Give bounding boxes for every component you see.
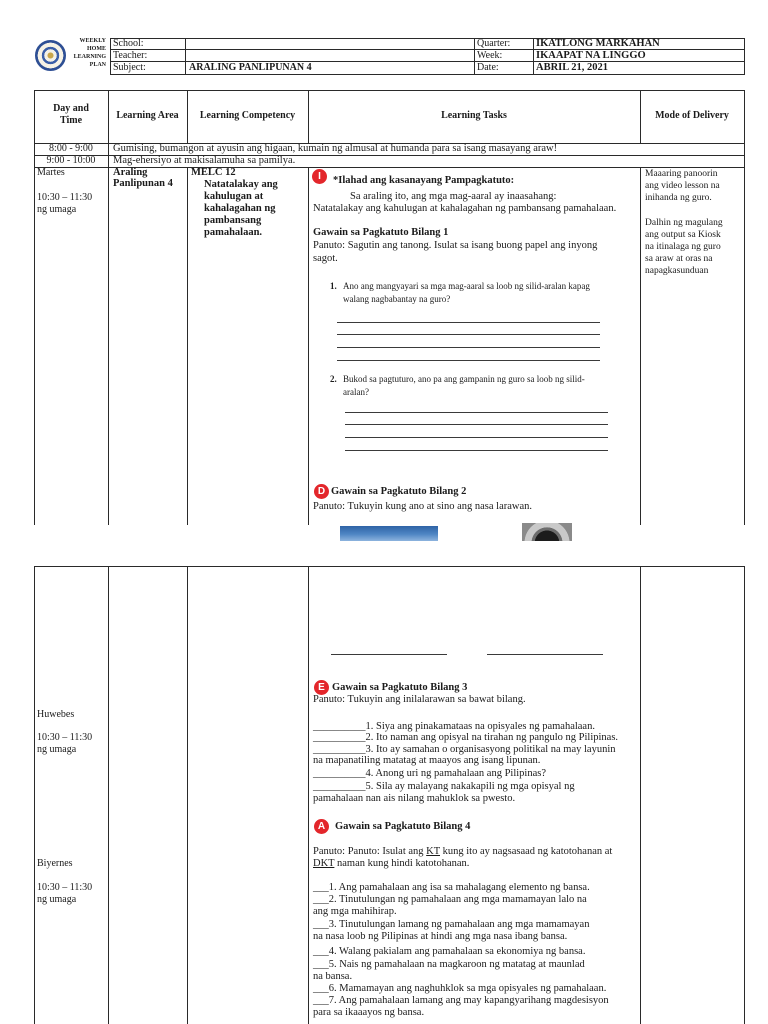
activity-4-item: ___1. Ang pamahalaan ang isa sa mahalagang elemento ng bansa. [313, 882, 590, 893]
week-value: IKAAPAT NA LINGGO [536, 50, 646, 61]
table-border-v [185, 38, 186, 75]
session-day: Huwebes [37, 709, 75, 720]
answer-line [487, 654, 603, 655]
learning-area-text: Araling [113, 167, 148, 178]
activity-4-item: na nasa loob ng Pilipinas at hindi ang mga nasa ibang bansa. [313, 931, 568, 942]
routine-time: 9:00 - 10:00 [46, 155, 96, 166]
question-number: 2. [330, 374, 337, 384]
column-header-learning-tasks: Learning Tasks [441, 110, 507, 121]
introduction-i-icon: I [312, 169, 327, 184]
activity-3-item: __________3. Ito ay samahan o organisasyong politikal na may layunin [313, 744, 616, 755]
table-border-v [187, 566, 188, 1024]
table-border-v [308, 167, 309, 525]
column-header-learning-area: Learning Area [116, 110, 179, 121]
answer-line [331, 654, 447, 655]
mode-of-delivery-text: sa araw at oras na [645, 254, 713, 264]
quarter-label: Quarter: [477, 38, 511, 49]
table-border-v [744, 566, 745, 1024]
table-border-v [34, 566, 35, 1024]
instruction-text: Panuto: Panuto: Isulat ang [313, 846, 427, 857]
session-time: ng umaga [37, 744, 77, 755]
activity-3-instructions: Panuto: Tukuyin ang inilalarawan sa bawat bilang. [313, 694, 526, 705]
activity-2-picture-right [522, 523, 572, 541]
caption-line: PLAN [89, 62, 106, 68]
question-text: aralan? [343, 387, 369, 397]
caption-line: WEEKLY [79, 38, 106, 44]
answer-line [345, 437, 608, 438]
development-d-icon: D [314, 484, 329, 499]
date-label: Date: [477, 62, 499, 73]
activity-1-title: Gawain sa Pagkatuto Bilang 1 [313, 227, 449, 238]
table-border-h [34, 566, 745, 567]
routine-time: 8:00 - 9:00 [49, 143, 93, 154]
activity-4-item: ___7. Ang pamahalaan lamang ang may kapangyarihang magdesisyon [313, 995, 609, 1006]
column-header-learning-competency: Learning Competency [199, 110, 296, 121]
table-border-v [744, 90, 745, 525]
table-border-v [308, 566, 309, 1024]
competency-text: Natatalakay ang [204, 179, 278, 190]
routine-activity: Mag-ehersiyo at makisalamuha sa pamilya. [113, 155, 296, 166]
activity-3-item: na mapanatiling matatag at maayos ang isang lipunan. [313, 755, 541, 766]
mode-of-delivery-text: Dalhin ng magulang [645, 218, 723, 228]
competency-text: pambansang [204, 215, 262, 226]
quarter-value: IKATLONG MARKAHAN [536, 38, 660, 49]
activity-1-instructions: sagot. [313, 253, 338, 264]
table-border-v [640, 566, 641, 1024]
activity-2-title: Gawain sa Pagkatuto Bilang 2 [331, 486, 467, 497]
activity-4-item: na bansa. [313, 971, 353, 982]
engagement-e-icon: E [314, 680, 329, 695]
mode-of-delivery-text: inihanda ng guro. [645, 193, 712, 203]
date-value: ABRIL 21, 2021 [536, 62, 609, 73]
session-time: ng umaga [37, 204, 77, 215]
activity-4-instructions [313, 858, 469, 870]
answer-line [345, 450, 608, 451]
table-border-v [744, 38, 745, 75]
activity-4-instructions [313, 846, 612, 858]
table-border-v [187, 167, 188, 525]
activity-3-item: pamahalaan nan ais nilang mahuklok sa pwesto. [313, 793, 516, 804]
activity-4-item: para sa ikaaayos ng bansa. [313, 1007, 425, 1018]
instruction-text: kung ito ay nagsasaad ng katotohanan at [439, 846, 613, 857]
question-text: walang nagbabantay na guro? [343, 294, 451, 304]
competency-text: pamahalaan. [204, 227, 263, 238]
session-day: Martes [37, 167, 65, 178]
mode-of-delivery-text: ang output sa Kiosk [645, 230, 721, 240]
learning-area-text: Panlipunan 4 [113, 178, 173, 189]
plan-title-caption [62, 37, 106, 69]
activity-1-instructions: Panuto: Sagutin ang tanong. Isulat sa isang buong papel ang inyong [313, 240, 598, 251]
session-time: 10:30 – 11:30 [37, 192, 93, 203]
caption-line: HOME [87, 46, 106, 52]
mode-of-delivery-text: Maaaring panoorin [645, 169, 718, 179]
answer-line [345, 424, 608, 425]
mode-of-delivery-text: ang video lesson na [645, 181, 720, 191]
table-border-v [474, 38, 475, 75]
caption-line: LEARNING [73, 54, 106, 60]
activity-4-item: ___4. Walang pakialam ang pamahalaan sa ekonomiya ng bansa. [313, 946, 586, 957]
kt-keyword: KT [426, 846, 440, 857]
activity-4-item: ___5. Nais ng pamahalaan na magkaroon ng matatag at maunlad [313, 959, 585, 970]
table-border-v [110, 38, 111, 75]
intro-text: Natatalakay ang kahulugan at kahalagahan ng pambansang pamahalaan. [313, 203, 617, 214]
mode-of-delivery-text: napagkasunduan [645, 266, 709, 276]
activity-2-instructions: Panuto: Tukuyin kung ano at sino ang nasa larawan. [313, 501, 533, 512]
competency-code: MELC 12 [191, 167, 236, 178]
table-border-h [34, 90, 745, 91]
school-label: School: [113, 38, 144, 49]
subject-value: ARALING PANLIPUNAN 4 [189, 62, 312, 73]
session-time: ng umaga [37, 894, 77, 905]
week-label: Week: [477, 50, 503, 61]
answer-line [337, 347, 600, 348]
competency-text: kahalagahan ng [204, 203, 276, 214]
instruction-text: naman kung hindi katotohanan. [334, 858, 470, 869]
intro-text: Sa araling ito, ang mga mag-aaral ay inaasahang: [350, 191, 557, 202]
question-text: Ano ang mangyayari sa mga mag-aaral sa loob ng silid-aralan kapag [343, 281, 590, 291]
activity-4-title: Gawain sa Pagkatuto Bilang 4 [335, 821, 471, 832]
answer-line [337, 360, 600, 361]
answer-line [345, 412, 608, 413]
activity-3-item: __________1. Siya ang pinakamataas na opisyales ng pamahalaan. [313, 721, 595, 732]
subject-label: Subject: [113, 62, 146, 73]
table-border-v [640, 167, 641, 525]
dkt-keyword: DKT [313, 858, 335, 869]
table-border-v [108, 566, 109, 1024]
question-number: 1. [330, 281, 337, 291]
table-border-h [110, 74, 745, 75]
routine-activity: Gumising, bumangon at ayusin ang higaan, kumain ng almusal at humanda para sa isang masayang araw! [113, 143, 558, 154]
activity-2-picture-left [340, 526, 438, 541]
activity-4-item: ___6. Mamamayan ang naghuhklok sa mga opisyales ng pamahalaan. [313, 983, 607, 994]
column-header-mode-of-delivery: Mode of Delivery [655, 110, 729, 121]
table-border-v [533, 38, 534, 75]
session-time: 10:30 – 11:30 [37, 732, 93, 743]
session-time: 10:30 – 11:30 [37, 882, 93, 893]
column-header-day-time: Day and Time [53, 103, 89, 126]
activity-3-item: __________4. Anong uri ng pamahalaan ang Pilipinas? [313, 768, 547, 779]
activity-3-item: __________5. Sila ay malayang nakakapili ng mga opisyal ng [313, 781, 575, 792]
assimilation-a-icon: A [314, 819, 329, 834]
answer-line [337, 334, 600, 335]
activity-4-item: ___2. Tinutulungan ng pamahalaan ang mga mamamayan lalo na [313, 894, 587, 905]
activity-3-item: __________2. Ito naman ang opisyal na tirahan ng pangulo ng Pilipinas. [313, 732, 619, 743]
answer-line [337, 322, 600, 323]
table-border-v [108, 90, 109, 525]
activity-4-item: ang mga mahihirap. [313, 906, 397, 917]
activity-3-title: Gawain sa Pagkatuto Bilang 3 [332, 682, 468, 693]
competency-text: kahulugan at [204, 191, 264, 202]
session-day: Biyernes [37, 858, 73, 869]
activity-4-item: ___3. Tinutulungan lamang ng pamahalaan ang mga mamamayan [313, 919, 590, 930]
question-text: Bukod sa pagtuturo, ano pa ang gampanin ng guro sa loob ng silid- [343, 374, 585, 384]
teacher-label: Teacher: [113, 50, 148, 61]
intro-heading: *Ilahad ang kasanayang Pampagkatuto: [333, 175, 515, 186]
mode-of-delivery-text: na itinalaga ng guro [645, 242, 721, 252]
